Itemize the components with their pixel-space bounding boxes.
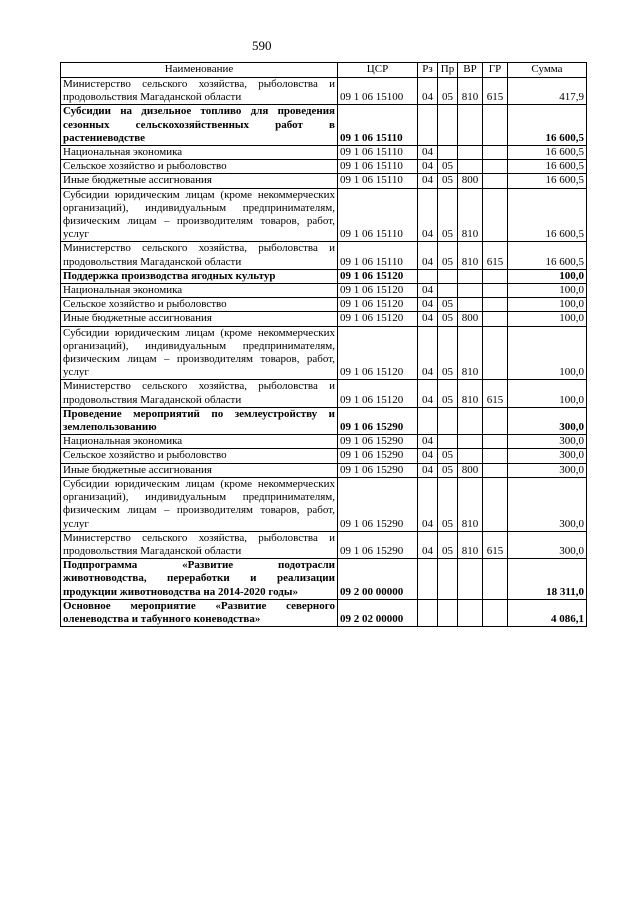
table-row — [61, 407, 587, 434]
row-gr-cell — [483, 326, 508, 380]
row-gr-cell — [483, 599, 508, 626]
row-vr-cell: 810 — [458, 477, 483, 531]
row-name-cell: Проведение мероприятий по землеустройству и землепользованию — [61, 407, 338, 434]
row-vr-cell: 800 — [458, 312, 483, 326]
row-rz-cell — [418, 105, 438, 146]
table-row — [61, 559, 587, 600]
table-row — [61, 435, 587, 449]
row-name-cell: Иные бюджетные ассигнования — [61, 312, 338, 326]
row-name-cell: Сельское хозяйство и рыболовство — [61, 160, 338, 174]
row-sum-cell: 300,0 — [508, 477, 587, 531]
row-gr-cell — [483, 284, 508, 298]
row-gr-cell: 615 — [483, 380, 508, 407]
row-gr-cell: 615 — [483, 531, 508, 558]
row-rz-cell: 04 — [418, 242, 438, 269]
row-pr-cell: 05 — [438, 326, 458, 380]
row-vr-cell — [458, 105, 483, 146]
row-rz-cell: 04 — [418, 463, 438, 477]
row-pr-cell: 05 — [438, 312, 458, 326]
row-pr-cell: 05 — [438, 242, 458, 269]
row-gr-cell — [483, 463, 508, 477]
header-sum: Сумма — [508, 63, 587, 78]
row-csr-cell: 09 1 06 15290 — [338, 449, 418, 463]
row-name-cell: Министерство сельского хозяйства, рыболовства и продовольствия Магаданской области — [61, 242, 338, 269]
row-sum-cell: 100,0 — [508, 284, 587, 298]
row-csr-cell: 09 1 06 15120 — [338, 269, 418, 283]
row-gr-cell — [483, 312, 508, 326]
row-pr-cell: 05 — [438, 463, 458, 477]
row-vr-cell: 810 — [458, 242, 483, 269]
row-rz-cell: 04 — [418, 284, 438, 298]
row-csr-cell: 09 1 06 15110 — [338, 188, 418, 242]
row-name-cell: Сельское хозяйство и рыболовство — [61, 449, 338, 463]
row-gr-cell — [483, 269, 508, 283]
row-gr-cell — [483, 174, 508, 188]
row-sum-cell: 300,0 — [508, 449, 587, 463]
table-row — [61, 160, 587, 174]
table-row — [61, 312, 587, 326]
row-csr-cell: 09 1 06 15110 — [338, 174, 418, 188]
row-csr-cell: 09 1 06 15290 — [338, 463, 418, 477]
table-row — [61, 269, 587, 283]
row-gr-cell — [483, 105, 508, 146]
table-header-row — [61, 63, 587, 78]
row-csr-cell: 09 1 06 15120 — [338, 284, 418, 298]
row-vr-cell: 810 — [458, 188, 483, 242]
row-sum-cell: 4 086,1 — [508, 599, 587, 626]
row-rz-cell — [418, 599, 438, 626]
header-vr: ВР — [458, 63, 483, 78]
row-sum-cell: 417,9 — [508, 78, 587, 105]
row-csr-cell: 09 1 06 15110 — [338, 105, 418, 146]
row-name-cell: Субсидии на дизельное топливо для проведения сезонных сельскохозяйственных работ в растениеводстве — [61, 105, 338, 146]
row-rz-cell: 04 — [418, 449, 438, 463]
row-name-cell: Субсидии юридическим лицам (кроме некоммерческих организаций), индивидуальным предпринимателям, физическим лицам – производителям товаров, работ, услуг — [61, 477, 338, 531]
row-rz-cell: 04 — [418, 298, 438, 312]
row-gr-cell — [483, 407, 508, 434]
row-rz-cell: 04 — [418, 531, 438, 558]
row-sum-cell: 16 600,5 — [508, 188, 587, 242]
row-name-cell: Иные бюджетные ассигнования — [61, 174, 338, 188]
row-rz-cell: 04 — [418, 477, 438, 531]
row-pr-cell — [438, 146, 458, 160]
row-gr-cell — [483, 559, 508, 600]
row-gr-cell — [483, 435, 508, 449]
row-name-cell: Национальная экономика — [61, 435, 338, 449]
row-sum-cell: 16 600,5 — [508, 160, 587, 174]
row-vr-cell — [458, 146, 483, 160]
row-csr-cell: 09 1 06 15290 — [338, 407, 418, 434]
row-rz-cell: 04 — [418, 146, 438, 160]
row-vr-cell — [458, 559, 483, 600]
row-name-cell: Министерство сельского хозяйства, рыболовства и продовольствия Магаданской области — [61, 78, 338, 105]
row-pr-cell — [438, 407, 458, 434]
row-rz-cell: 04 — [418, 380, 438, 407]
row-name-cell: Министерство сельского хозяйства, рыболовства и продовольствия Магаданской области — [61, 380, 338, 407]
row-rz-cell: 04 — [418, 78, 438, 105]
row-csr-cell: 09 1 06 15110 — [338, 146, 418, 160]
row-sum-cell: 100,0 — [508, 298, 587, 312]
row-sum-cell: 300,0 — [508, 435, 587, 449]
row-name-cell: Иные бюджетные ассигнования — [61, 463, 338, 477]
row-vr-cell: 810 — [458, 380, 483, 407]
row-pr-cell: 05 — [438, 477, 458, 531]
row-csr-cell: 09 1 06 15100 — [338, 78, 418, 105]
row-name-cell: Министерство сельского хозяйства, рыболовства и продовольствия Магаданской области — [61, 531, 338, 558]
row-vr-cell — [458, 160, 483, 174]
table-body — [61, 78, 587, 627]
page-number: 590 — [252, 38, 272, 53]
row-vr-cell: 810 — [458, 326, 483, 380]
row-name-cell: Основное мероприятие «Развитие северного оленеводства и табунного коневодства» — [61, 599, 338, 626]
row-rz-cell: 04 — [418, 326, 438, 380]
table-row — [61, 463, 587, 477]
row-pr-cell — [438, 105, 458, 146]
row-name-cell: Субсидии юридическим лицам (кроме некоммерческих организаций), индивидуальным предпринимателям, физическим лицам – производителям товаров, работ, услуг — [61, 326, 338, 380]
row-csr-cell: 09 1 06 15290 — [338, 477, 418, 531]
row-sum-cell: 16 600,5 — [508, 146, 587, 160]
row-vr-cell — [458, 449, 483, 463]
row-pr-cell: 05 — [438, 298, 458, 312]
row-sum-cell: 16 600,5 — [508, 174, 587, 188]
row-gr-cell: 615 — [483, 242, 508, 269]
row-pr-cell: 05 — [438, 380, 458, 407]
table-row — [61, 477, 587, 531]
table-row — [61, 298, 587, 312]
row-gr-cell — [483, 477, 508, 531]
row-csr-cell: 09 1 06 15290 — [338, 531, 418, 558]
row-rz-cell — [418, 269, 438, 283]
row-vr-cell: 800 — [458, 174, 483, 188]
table-row — [61, 174, 587, 188]
row-vr-cell — [458, 407, 483, 434]
table-row — [61, 326, 587, 380]
row-csr-cell: 09 1 06 15120 — [338, 298, 418, 312]
row-vr-cell: 800 — [458, 463, 483, 477]
row-rz-cell: 04 — [418, 312, 438, 326]
row-sum-cell: 100,0 — [508, 380, 587, 407]
table-row — [61, 284, 587, 298]
header-csr: ЦСР — [338, 63, 418, 78]
table-row — [61, 78, 587, 105]
table-row — [61, 380, 587, 407]
row-gr-cell — [483, 160, 508, 174]
table-row — [61, 599, 587, 626]
row-rz-cell: 04 — [418, 188, 438, 242]
header-pr: Пр — [438, 63, 458, 78]
row-vr-cell — [458, 269, 483, 283]
table-row — [61, 242, 587, 269]
row-sum-cell: 16 600,5 — [508, 105, 587, 146]
row-vr-cell — [458, 284, 483, 298]
row-vr-cell: 810 — [458, 78, 483, 105]
row-sum-cell: 300,0 — [508, 407, 587, 434]
row-name-cell: Национальная экономика — [61, 284, 338, 298]
row-rz-cell — [418, 559, 438, 600]
row-name-cell: Подпрограмма «Развитие подотрасли животноводства, переработки и реализации продукции животноводства на 2014-2020 годы» — [61, 559, 338, 600]
row-csr-cell: 09 1 06 15120 — [338, 326, 418, 380]
row-sum-cell: 300,0 — [508, 463, 587, 477]
row-vr-cell — [458, 298, 483, 312]
row-gr-cell — [483, 188, 508, 242]
table-row — [61, 188, 587, 242]
row-csr-cell: 09 1 06 15110 — [338, 242, 418, 269]
row-pr-cell: 05 — [438, 188, 458, 242]
header-name: Наименование — [61, 63, 338, 78]
table-row — [61, 449, 587, 463]
table-row — [61, 531, 587, 558]
row-rz-cell — [418, 407, 438, 434]
row-pr-cell — [438, 269, 458, 283]
row-rz-cell: 04 — [418, 435, 438, 449]
row-pr-cell: 05 — [438, 160, 458, 174]
row-sum-cell: 100,0 — [508, 312, 587, 326]
row-vr-cell — [458, 599, 483, 626]
row-csr-cell: 09 2 02 00000 — [338, 599, 418, 626]
row-name-cell: Субсидии юридическим лицам (кроме некоммерческих организаций), индивидуальным предпринимателям, физическим лицам – производителям товаров, работ, услуг — [61, 188, 338, 242]
row-pr-cell — [438, 284, 458, 298]
row-vr-cell: 810 — [458, 531, 483, 558]
row-gr-cell — [483, 146, 508, 160]
row-pr-cell: 05 — [438, 449, 458, 463]
row-pr-cell: 05 — [438, 531, 458, 558]
row-gr-cell: 615 — [483, 78, 508, 105]
row-name-cell: Национальная экономика — [61, 146, 338, 160]
row-pr-cell — [438, 599, 458, 626]
table-row — [61, 105, 587, 146]
row-csr-cell: 09 1 06 15290 — [338, 435, 418, 449]
table-row — [61, 146, 587, 160]
row-gr-cell — [483, 449, 508, 463]
row-sum-cell: 100,0 — [508, 269, 587, 283]
row-rz-cell: 04 — [418, 160, 438, 174]
row-csr-cell: 09 1 06 15120 — [338, 380, 418, 407]
row-gr-cell — [483, 298, 508, 312]
row-pr-cell — [438, 435, 458, 449]
row-csr-cell: 09 1 06 15120 — [338, 312, 418, 326]
row-csr-cell: 09 1 06 15110 — [338, 160, 418, 174]
row-csr-cell: 09 2 00 00000 — [338, 559, 418, 600]
budget-table — [60, 62, 587, 627]
row-rz-cell: 04 — [418, 174, 438, 188]
header-gr: ГР — [483, 63, 508, 78]
row-sum-cell: 18 311,0 — [508, 559, 587, 600]
header-rz: Рз — [418, 63, 438, 78]
row-pr-cell: 05 — [438, 78, 458, 105]
row-pr-cell — [438, 559, 458, 600]
row-sum-cell: 16 600,5 — [508, 242, 587, 269]
row-name-cell: Сельское хозяйство и рыболовство — [61, 298, 338, 312]
row-name-cell: Поддержка производства ягодных культур — [61, 269, 338, 283]
row-pr-cell: 05 — [438, 174, 458, 188]
row-sum-cell: 100,0 — [508, 326, 587, 380]
row-sum-cell: 300,0 — [508, 531, 587, 558]
row-vr-cell — [458, 435, 483, 449]
